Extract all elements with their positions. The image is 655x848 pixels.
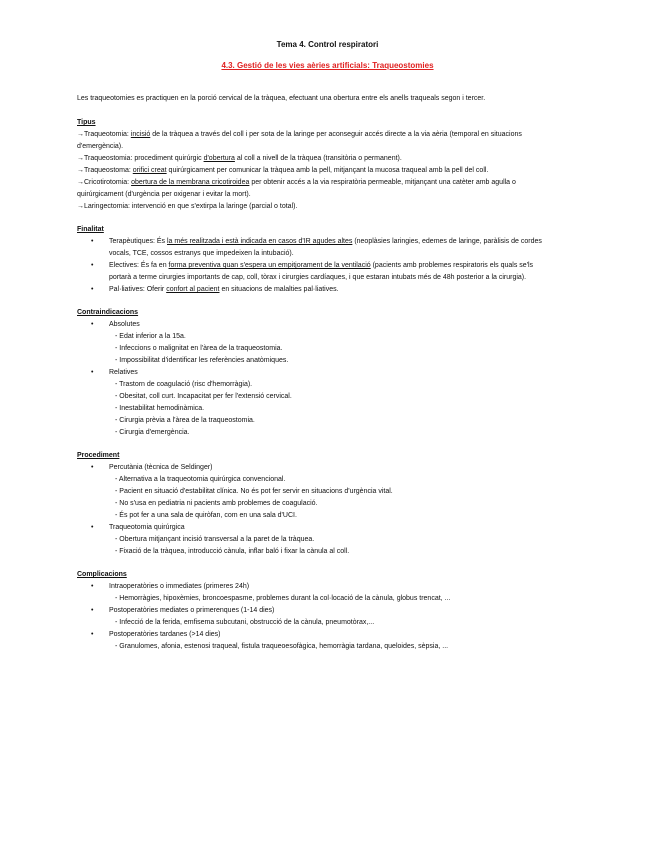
- section-heading: Procediment: [77, 452, 120, 459]
- sub-item: - Impossibilitat d'identificar les referències anatòmiques.: [115, 357, 289, 364]
- sub-item: - Trastorn de coagulació (risc d'hemorràgia).: [115, 381, 253, 388]
- group-label: • Traqueotomia quirúrgica: [109, 524, 185, 531]
- group-label: • Postoperatòries tardanes (>14 dies): [109, 631, 221, 638]
- sub-item: - Obertura mitjançant incisió transversal a la paret de la tràquea.: [115, 536, 315, 543]
- page-subtitle: 4.3. Gestió de les vies aèries artificials: Traqueostomies: [221, 61, 434, 70]
- sub-item: - Fixació de la tràquea, introducció cànula, inflar baló i fixar la cànula al coll.: [115, 548, 350, 555]
- list-item: • Pal·liatives: Oferir confort al pacient en situacions de malalties pal·liatives.: [77, 284, 553, 296]
- arrow-icon: →: [77, 155, 84, 162]
- arrow-icon: →: [77, 131, 84, 138]
- intro-paragraph: Les traqueotomies es practiquen en la porció cervical de la tràquea, efectuant una obertura entre els anells traqueals segon i tercer.: [77, 95, 486, 102]
- section-finalitat: [77, 224, 553, 296]
- sub-item: - Inestabilitat hemodinàmica.: [115, 405, 205, 412]
- sub-item: - No s'usa en pediatria ni pacients amb problemes de coagulació.: [115, 500, 318, 507]
- section-tipus: [77, 117, 553, 213]
- section-contraindicacions: [77, 307, 553, 439]
- list-item: • Terapèutiques: És la més realitzada i està indicada en casos d'IR agudes altes (neoplàsies laringies, edemes de laringe, paràlisis de cordes vocals, TCE, cossos estranys que impedeixen la intubació).: [77, 236, 553, 260]
- document-body: [77, 93, 553, 664]
- sub-item: - Cirurgia prèvia a l'àrea de la traqueostomia.: [115, 417, 255, 424]
- section-heading: Tipus: [77, 119, 96, 126]
- sub-item: - És pot fer a una sala de quiròfan, com en una sala d'UCI.: [115, 512, 297, 519]
- list-item: [77, 629, 553, 653]
- tipus-item: →Traqueostoma: orifici creat quirúrgicament per comunicar la tràquea amb la pell, mitjançant la mucosa traqueal amb la pell del coll.: [77, 167, 489, 174]
- sub-item: - Pacient en situació d'estabilitat clínica. No és pot fer servir en situacions d'urgència vital.: [115, 488, 393, 495]
- arrow-icon: →: [77, 179, 84, 186]
- list-item: [77, 462, 553, 522]
- sub-item: - Hemorràgies, hipoxèmies, broncoespasme, problemes durant la col·locació de la cànula, globus trencat, ...: [115, 595, 451, 602]
- group-label: • Percutània (tècnica de Seldinger): [109, 464, 213, 471]
- sub-item: - Obesitat, coll curt. Incapacitat per fer l'extensió cervical.: [115, 393, 292, 400]
- group-label: • Postoperatòries mediates o primerenques (1-14 dies): [109, 607, 275, 614]
- tipus-item: →Laringectomia: intervenció en que s'extirpa la laringe (parcial o total).: [77, 203, 298, 210]
- section-complicacions: [77, 569, 553, 653]
- section-heading: Finalitat: [77, 226, 104, 233]
- sub-item: - Granulomes, afonia, estenosi traqueal, fistula traqueoesofàgica, hemorràgia tardana, queloides, sèpsia, ...: [115, 643, 449, 650]
- tipus-item: →Cricotirotomia: obertura de la membrana cricotiroidea per obtenir accés a la via respiratòria permeable, mitjançant una catèter amb agulla o quirúrgicament (d'urgència per oxigenar i evitar la mort).: [77, 179, 516, 198]
- sub-item: - Infeccions o malignitat en l'àrea de la traqueostomia.: [115, 345, 283, 352]
- page-title: Tema 4. Control respiratori: [276, 40, 379, 49]
- group-label: • Relatives: [109, 369, 138, 376]
- list-item: [77, 319, 553, 367]
- list-item: [77, 605, 553, 629]
- arrow-icon: →: [77, 203, 84, 210]
- group-label: • Absolutes: [109, 321, 140, 328]
- list-item: [77, 581, 553, 605]
- list-item: [77, 367, 553, 439]
- list-item: • Electives: És fa en forma preventiva quan s'espera un empitjorament de la ventilació (pacients amb problemes respiratoris els quals se'ls portarà a terme cirurgies importants de cap, coll, tòrax i cirurgies cardíaques, i que estaran intubats més de 48h posterior a la cirurgia).: [77, 260, 553, 284]
- group-label: • Intraoperatòries o immediates (primeres 24h): [109, 583, 250, 590]
- arrow-icon: →: [77, 167, 84, 174]
- list-item: [77, 522, 553, 558]
- sub-item: - Edat inferior a la 15a.: [115, 333, 186, 340]
- sub-item: - Cirurgia d'emergència.: [115, 429, 190, 436]
- section-procediment: [77, 450, 553, 558]
- section-heading: Contraindicacions: [77, 309, 139, 316]
- sub-item: - Infecció de la ferida, emfisema subcutani, obstrucció de la cànula, pneumotòrax,...: [115, 619, 375, 626]
- sub-item: - Alternativa a la traqueotomia quirúrgica convencional.: [115, 476, 286, 483]
- section-heading: Complicacions: [77, 571, 127, 578]
- tipus-item: →Traqueotomia: incisió de la tràquea a través del coll i per sota de la laringe per aconseguir accés directe a la via aèria (temporal en situacions d'emergència).: [77, 131, 522, 150]
- tipus-item: →Traqueostomia: procediment quirúrgic d'obertura al coll a nivell de la tràquea (transitòria o permanent).: [77, 155, 402, 162]
